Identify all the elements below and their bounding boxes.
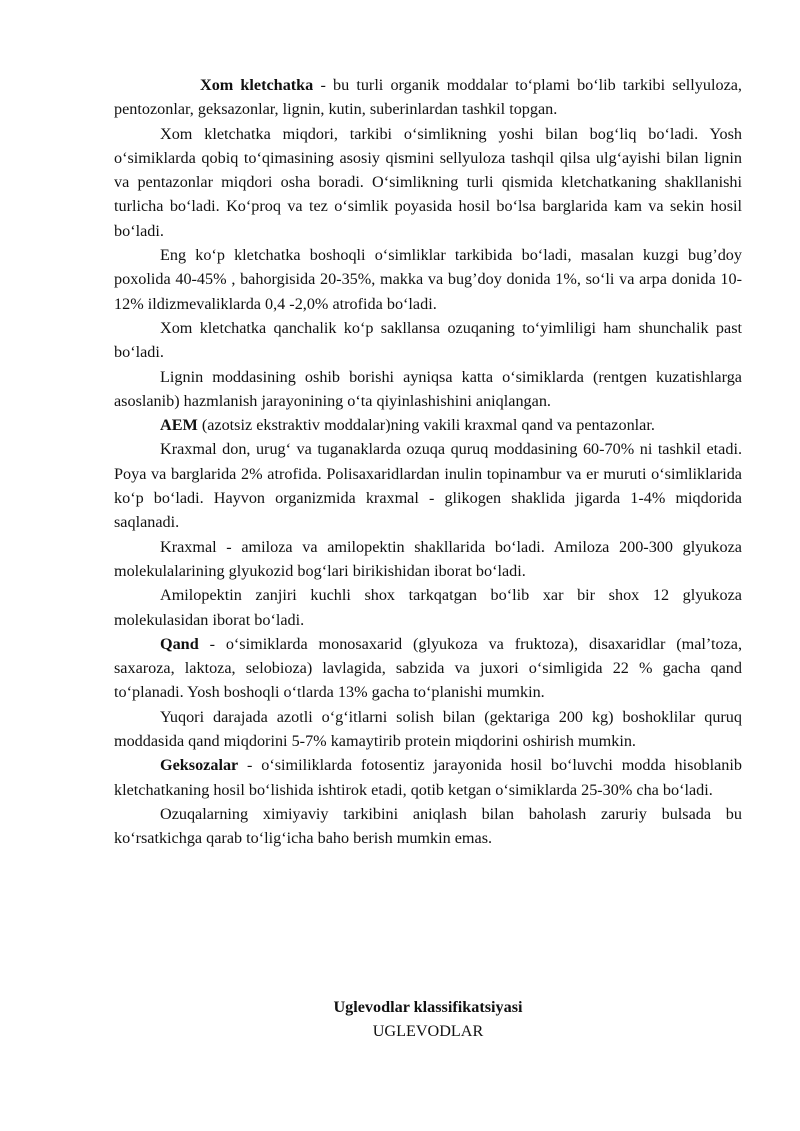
paragraph xyxy=(114,437,742,534)
paragraph xyxy=(114,802,742,851)
paragraph-text: - o‘similiklarda fotosentiz jarayonida hosil bo‘luvchi modda hisoblanib kletchatkaning hosil bo‘lishida ishtirok etadi, qotib ketgan o‘simiklarda 25-30% cha bo‘ladi. xyxy=(114,756,742,799)
term-label: Qand xyxy=(160,634,199,653)
paragraph xyxy=(114,413,742,437)
paragraph xyxy=(114,243,742,316)
paragraph-text: Kraxmal - amiloza va amilopektin shakllarida bo‘ladi. Amiloza 200-300 glyukoza molekulalarining glyukozid bog‘lari birikishidan iborat bo‘ladi. xyxy=(114,537,742,580)
term-label: Xom kletchatka xyxy=(200,76,314,94)
paragraph xyxy=(114,365,742,414)
paragraph-text: - bu turli organik moddalar to‘plami bo‘lib tarkibi sellyuloza, pentozonlar, geksazonlar, lignin, kutin, suberinlardan tashkil topgan. xyxy=(114,76,742,119)
paragraph xyxy=(114,316,742,365)
paragraph-text: Xom kletchatka qanchalik ko‘p sakllansa ozuqaning to‘yimliligi ham shunchalik past bo‘ladi. xyxy=(114,318,742,362)
paragraph xyxy=(114,535,742,584)
paragraph-text: Amilopektin zanjiri kuchli shox tarkqatgan bo‘lib xar bir shox 12 glyukoza molekulasidan iborat bo‘ladi. xyxy=(114,586,742,629)
paragraph xyxy=(114,73,742,122)
term-label: AEM xyxy=(160,416,198,435)
paragraph xyxy=(114,753,742,802)
paragraph-text: Xom kletchatka miqdori, tarkibi o‘simlikning yoshi bilan bog‘liq bo‘ladi. Yosh o‘simiklarda qobiq to‘qimasining asosiy qismini sellyuloza tashqil qilsa ulg‘ayishi bilan lignin va pentazonlar miqdori osha boradi. O‘simlikning turli qismida kletchatkaning shakllanishi turlicha bo‘ladi. Ko‘proq va tez o‘simlik poyasida hosil bo‘lsa barglarida kam va sekin hosil bo‘ladi. xyxy=(114,124,742,240)
paragraph xyxy=(114,122,742,243)
paragraph xyxy=(114,705,742,754)
paragraph-text: Ozuqalarning ximiyaviy tarkibini aniqlash bilan baholash zaruriy bulsada bu ko‘rsatkichga qarab to‘lig‘icha baho berish mumkin emas. xyxy=(114,804,742,848)
body-text xyxy=(114,73,742,851)
paragraph-text: (azotsiz ekstraktiv moddalar)ning vakili kraxmal qand va pentazonlar. xyxy=(197,416,655,435)
term-label: Geksozalar xyxy=(160,756,239,775)
paragraph-text: Yuqori darajada azotli o‘g‘itlarni solish bilan (gektariga 200 kg) boshoklilar quruq moddasida qand miqdorini 5-7% kamaytirib protein miqdorini oshirish mumkin. xyxy=(114,707,742,751)
section-heading xyxy=(114,995,742,1043)
paragraph-text: Lignin moddasining oshib borishi ayniqsa katta o‘simiklarda (rentgen kuzatishlarga asoslanib) hazmlanish jarayonining o‘ta qiyinlashishini aniqlangan. xyxy=(114,367,742,410)
paragraph-text: Kraxmal don, urug‘ va tuganaklarda ozuqa quruq moddasining 60-70% ni tashkil etadi. Poya va barglarida 2% atrofida. Polisaxaridlardan inulin topinambur va er muruti o‘simliklarida ko‘p bo‘ladi. Hayvon organizmida kraxmal - glikogen shaklida jigarda 1-4% miqdorida saqlanadi. xyxy=(114,440,742,532)
paragraph xyxy=(114,632,742,705)
section-subtitle: UGLEVODLAR xyxy=(372,1022,484,1040)
paragraph-text: Eng ko‘p kletchatka boshoqli o‘simliklar tarkibida bo‘ladi, masalan kuzgi bug’doy poxolida 40-45% , bahorgisida 20-35%, makka va bug’doy donida 1%, so‘li va arpa donida 10-12% ildizmevaliklarda 0,4 -2,0% atrofida bo‘ladi. xyxy=(114,246,742,313)
paragraph-text: - o‘simiklarda monosaxarid (glyukoza va fruktoza), disaxaridlar (mal’toza, saxaroza, laktoza, selobioza) lavlagida, sabzida va juxori o‘simligida 22 % gacha qand to‘planadi. Yosh boshoqli o‘tlarda 13% gacha to‘planishi mumkin. xyxy=(114,634,742,702)
section-title: Uglevodlar klassifikatsiyasi xyxy=(333,998,523,1016)
paragraph xyxy=(114,583,742,632)
